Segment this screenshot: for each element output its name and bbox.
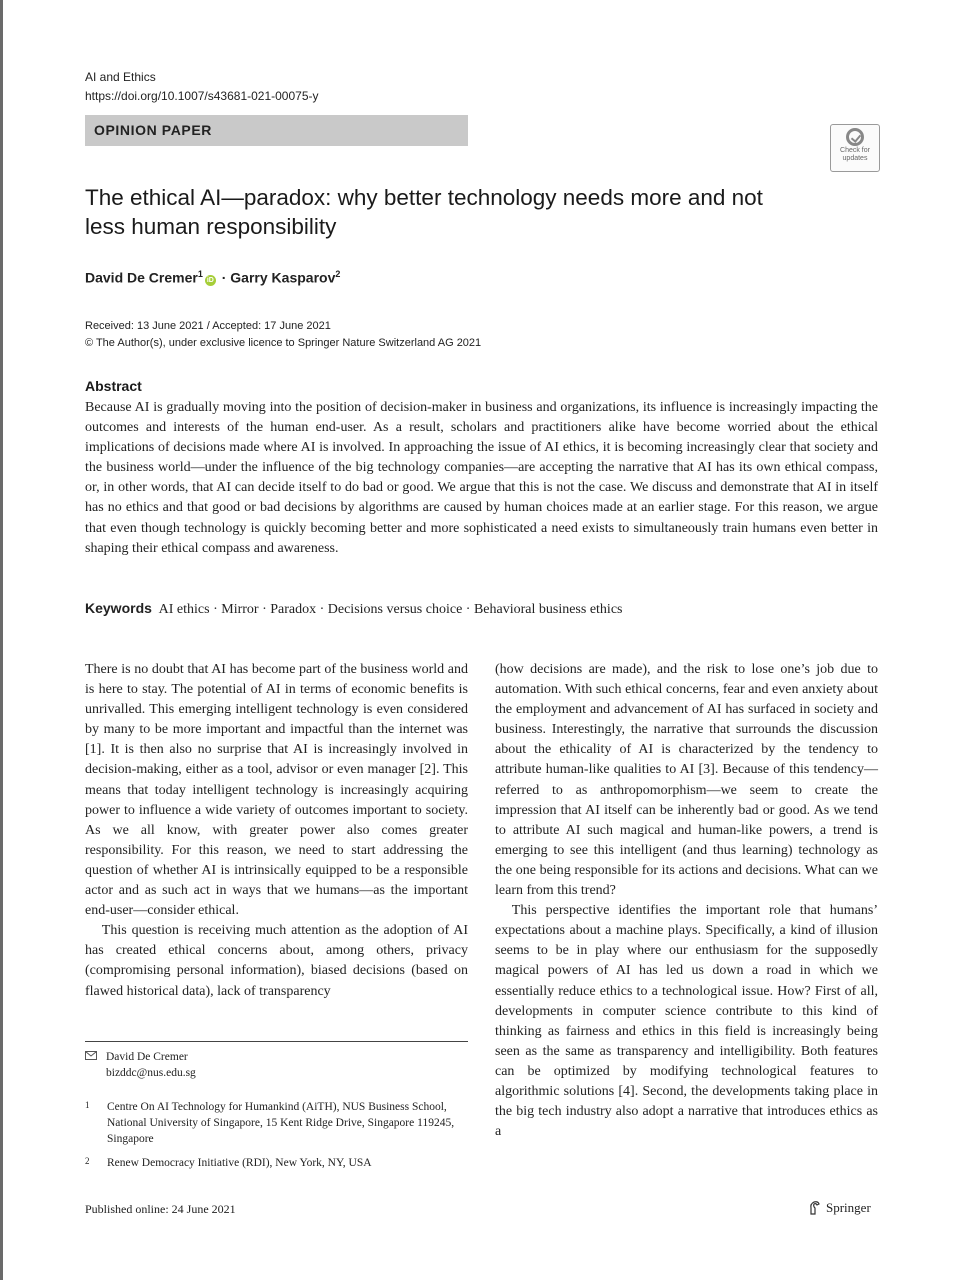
envelope-icon (85, 1049, 98, 1065)
abstract-heading: Abstract (85, 378, 142, 394)
keywords-heading: Keywords (85, 600, 152, 616)
publisher-name: Springer (826, 1200, 871, 1215)
copyright-notice: © The Author(s), under exclusive licence to Springer Nature Switzerland AG 2021 (85, 337, 482, 349)
keywords (85, 600, 622, 618)
check-updates-label: Check for updates (840, 147, 870, 162)
article-type-label: OPINION PAPER (94, 122, 213, 138)
body-paragraph: This perspective identifies the important role that humans’ expectations about a machine plays. Specifically, a kind of illusion seems to be in play where our enthusiasm for the supposedly magical powers of AI has led us down a road in which we essentially reduce ethics to a technological issue. How? First of all, developments in computer science contribute to this kind of thinking as fairness and ethics in this field is increasingly being seen as the same as transparency and intelligibility. Both features can be optimized by modifying technological features to algorithmic solutions [4]. Second, the developments taking place in the big tech industry also adopt a narrative that introduces ethics as a (495, 903, 878, 1140)
check-for-updates-badge[interactable] (830, 124, 880, 172)
affiliation-number: 1 (85, 1100, 90, 1110)
corresponding-author-email[interactable]: bizddc@nus.edu.sg (106, 1067, 196, 1079)
author-name-1[interactable]: David De Cremer (85, 269, 198, 286)
affiliation-text: Renew Democracy Initiative (RDI), New York, NY, USA (107, 1157, 372, 1169)
check-updates-icon (846, 128, 864, 146)
body-column-right (495, 660, 878, 1142)
published-online-date: Published online: 24 June 2021 (85, 1202, 236, 1216)
author-affiliation-1: 1 (197, 269, 203, 279)
body-paragraph: (how decisions are made), and the risk to lose one’s job due to automation. With such ethical concerns, fear and even anxiety about the employment and advancement of AI has surfaced in society and business. Interestingly, the narrative that surrounds the discussion about the ethicality of AI is characterized by the tendency to attribute human-like qualities to AI [3]. Because of this tendency—referred to as anthropomorphism—we seem to create the impression that AI itself can be inherently bad or good. As we tend to attribute AI such magical and human-like powers, a trend is emerging to see this intelligent (and thus learning) technology as the one being responsible for its actions and decisions. What can we learn from this trend? (495, 662, 878, 899)
article-dates (85, 318, 481, 352)
springer-horse-icon (808, 1200, 822, 1219)
abstract-text: Because AI is gradually moving into the position of decision-maker in business and organizations, its influence is increasingly impacting the outcomes and interests of the human end-user. As a result, scholars and practitioners alike have become worried about the ethical implications of decisions made where AI is involved. In approaching the issue of AI ethics, it is becoming increasingly clear that society and the business world—under the influence of the big technology companies—are accepting the narrative that AI has its own ethical compass, or, in other words, that AI can decide itself to do bad or good. We argue that this is not the case. We discuss and demonstrate that AI in itself has no ethics and that good or bad decisions by algorithms are caused by human choices made at an earlier stage. For this reason, we argue that even though technology is quickly becoming better and more sophisticated a need exists to simultaneously train humans even better in shaping their ethical compass and awareness. (85, 400, 878, 556)
body-paragraph: There is no doubt that AI has become part of the business world and is here to stay. The potential of AI in terms of economic benefits is unrivalled. This emerging intelligent technology is even considered by many to be more important and impactful than the internet was [1]. It is then also no surprise that AI is increasingly involved in decision-making, either as a tool, advisor or even manager [2]. This means that today intelligent technology is increasingly acquiring power to influence a wide variety of outcomes important to society. As we all know, with greater power also comes greater responsibility. For this reason, we need to start addressing the question of whether AI is intrinsically equipped to be a responsible actor and as such act in ways that we humans—as the important end-user—consider ethical. (85, 662, 468, 919)
affiliation-text: Centre On AI Technology for Humankind (AiTH), NUS Business School, National University of Singapore, 15 Kent Ridge Drive, Singapore 119245, Singapore (107, 1101, 455, 1145)
author-list (85, 269, 340, 286)
affiliation-2 (85, 1155, 468, 1171)
corresponding-author-name: David De Cremer (106, 1051, 188, 1063)
article-type-banner (85, 115, 468, 146)
journal-name: AI and Ethics (85, 70, 156, 84)
journal-doi[interactable]: https://doi.org/10.1007/s43681-021-00075-y (85, 89, 319, 103)
footnote-divider (85, 1041, 468, 1042)
paper-title: The ethical AI—paradox: why better technology needs more and not less human responsibility (85, 185, 763, 239)
body-paragraph: This question is receiving much attention as the adoption of AI has created ethical concerns about, among others, privacy (compromising personal information), biased decisions (based on flawed historical data), lack of transparency (85, 923, 468, 999)
received-accepted-dates: Received: 13 June 2021 / Accepted: 17 June 2021 (85, 320, 331, 332)
author-name-2[interactable]: Garry Kasparov (230, 269, 336, 286)
author-separator: · (221, 269, 227, 286)
page-left-border (0, 0, 3, 1280)
affiliation-number: 2 (85, 1156, 90, 1166)
corresponding-author (85, 1049, 196, 1081)
affiliation-1 (85, 1099, 468, 1147)
journal-header (85, 68, 319, 106)
keywords-list: AI ethics · Mirror · Paradox · Decisions versus choice · Behavioral business ethics (158, 602, 623, 617)
body-column-left (85, 660, 468, 1002)
author-affiliation-2: 2 (335, 269, 341, 279)
orcid-icon[interactable]: iD (206, 276, 214, 284)
publisher-logo (808, 1200, 871, 1219)
